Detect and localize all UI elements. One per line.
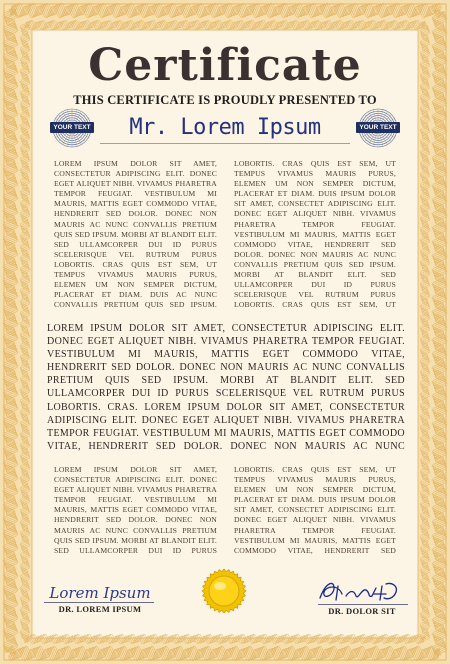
- paragraph-bottom-right: LOBORTIS. CRAS QUIS EST SEM, UT TEMPUS VIVAMUS MAURIS PURUS, ELEMEN UM NON SEMPER DICTUM, PLACERAT ET DIAM. DUIS IPSUM DOLOR SIT AMET, CONSECTET ADIPISCING ELIT. DONEC EGET ALIQUET NIBH. VIVAMUS PHARETRA TEMPOR FEUGIAT. VESTIBULUM MI MAURIS, MATTIS EGET COMMODO VITAE, HENDRERIT SED: [234, 465, 396, 555]
- signature-left-line: [44, 602, 154, 603]
- paragraph-middle: LOREM IPSUM DOLOR SIT AMET, CONSECTETUR ADIPISCING ELIT. DONEC EGET ALIQUET NIBH. VIVAMUS PHARETRA TEMPOR FEUGIAT. VESTIBULUM MI MAURIS, MATTIS EGET COMMODO VITAE, HENDRERIT SED DOLOR. DONEC NON MAURIS AC NUNC CONVALLIS PRETIUM QUIS SED IPSUM. MORBI AT BLANDIT ELIT. SED ULLAMCORPER DUI ID PURUS SCELERISQUE VEL RUTRUM PURUS LOBORTIS. CRAS. LOREM IPSUM DOLOR SIT AMET, CONSECTETUR ADIPISCING ELIT. DONEC EGET ALIQUET NIBH. VIVAMUS PHARETRA TEMPOR FEUGIAT. VESTIBULUM MI MAURIS, MATTIS EGET COMMODO VITAE, HENDRERIT SED DOLOR. DONEC NON MAURIS AC NUNC: [47, 323, 405, 452]
- signature-left-name: DR. LOREM IPSUM: [58, 604, 142, 614]
- paragraph-bottom-left: LOREM IPSUM DOLOR SIT AMET, CONSECTETUR ADIPISCING ELIT. DONEC EGET ALIQUET NIBH. VIVAMUS PHARETRA TEMPOR FEUGIAT. VESTIBULUM MI MAURIS, MATTIS EGET COMMODO VITAE, HENDRERIT SED DOLOR. DONEC NON MAURIS AC NUNC CONVALLIS PRETIUM QUIS SED IPSUM. MORBI AT BLANDIT ELIT. SED ULLAMCORPER DUI ID PURUS: [54, 465, 217, 555]
- paragraph-top-right: LOBORTIS. CRAS QUIS EST SEM, UT TEMPUS VIVAMUS MAURIS PURUS, ELEMEN UM NON SEMPER DICTUM, PLACERAT ET DIAM. DUIS IPSUM DOLOR SIT AMET, CONSECTET ADIPISCING ELIT. DONEC EGET ALIQUET NIBH. VIVAMUS PHARETRA TEMPOR FEUGIAT. VESTIBULUM MI MAURIS, MATTIS EGET COMMODO VITAE, HENDRERIT SED DOLOR. DONEC NON MAURIS AC NUNC CONVALLIS PRETIUM QUIS SED IPSUM. MORBI AT BLANDIT ELIT. SED ULLAMCORPER DUI ID PURUS SCELERISQUE VEL RUTRUM PURUS LOBORTIS. CRAS QUIS EST SEM, UT: [234, 159, 396, 310]
- certificate-title: Certificate: [88, 40, 362, 91]
- recipient-name: Mr. Lorem Ipsum: [129, 115, 321, 140]
- recipient-underline: [100, 143, 350, 144]
- signature-right-name: DR. DOLOR SIT: [328, 606, 396, 616]
- signature-right-scribble: [312, 578, 407, 604]
- certificate-subtitle: THIS CERTIFICATE IS PROUDLY PRESENTED TO: [73, 93, 377, 107]
- badge-right-label: YOUR TEXT: [359, 124, 397, 131]
- signature-left-script: Lorem Ipsum: [49, 584, 151, 602]
- gold-seal-icon: [201, 568, 247, 614]
- rosette-right-icon: [348, 108, 408, 148]
- signature-right-line: [318, 604, 408, 605]
- badge-left-label: YOUR TEXT: [53, 124, 91, 131]
- rosette-left-icon: [42, 108, 102, 148]
- paragraph-top-left: LOREM IPSUM DOLOR SIT AMET, CONSECTETUR ADIPISCING ELIT. DONEC EGET ALIQUET NIBH. VIVAMUS PHARETRA TEMPOR FEUGIAT. VESTIBULUM MI MAURIS, MATTIS EGET COMMODO VITAE, HENDRERIT SED DOLOR. DONEC NON MAURIS AC NUNC CONVALLIS PRETIUM QUIS SED IPSUM. MORBI AT BLANDIT ELIT. SED ULLAMCORPER DUI ID PURUS SCELERISQUE VEL RUTRUM PURUS LOBORTIS. CRAS QUIS EST SEM, UT TEMPUS VIVAMUS MAURIS PURUS, ELEMEN UM NON SEMPER DICTUM, PLACERAT ET DIAM. DUIS AC NUNC CONVALLIS PRETIUM QUIS SED IPSUM.: [54, 159, 217, 310]
